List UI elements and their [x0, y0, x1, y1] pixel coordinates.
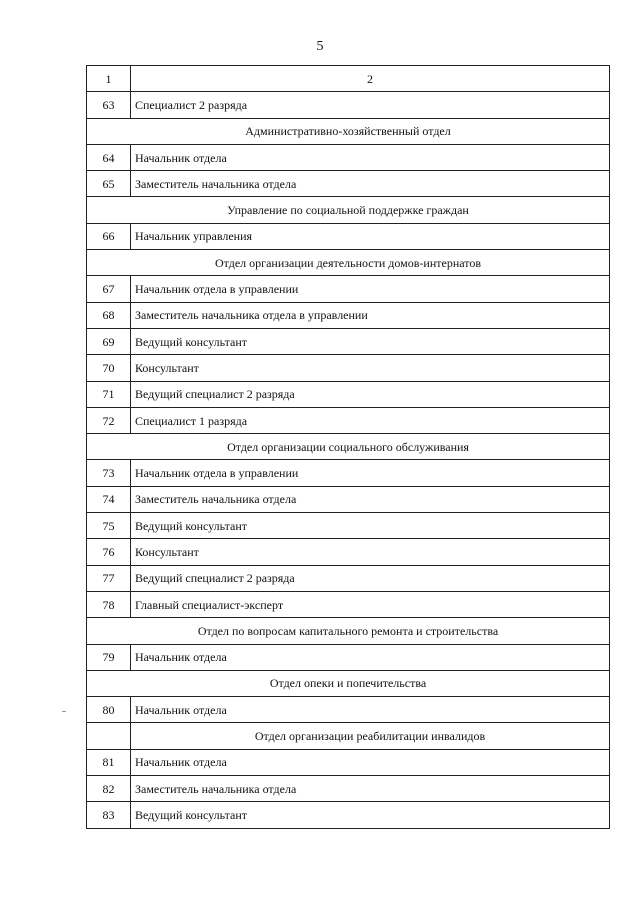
position-title: Ведущий специалист 2 разряда	[131, 565, 610, 591]
section-title: Отдел опеки и попечительства	[87, 670, 610, 696]
position-number: 80	[87, 697, 131, 723]
table-row	[87, 328, 610, 354]
position-number: 72	[87, 407, 131, 433]
table-row	[87, 776, 610, 802]
position-number: 82	[87, 776, 131, 802]
table-row	[87, 565, 610, 591]
section-row	[87, 723, 610, 749]
table-row	[87, 460, 610, 486]
position-title: Ведущий консультант	[131, 802, 610, 828]
position-title: Главный специалист-эксперт	[131, 591, 610, 617]
table-row	[87, 644, 610, 670]
table-row	[87, 749, 610, 775]
table-row	[87, 171, 610, 197]
position-number: 68	[87, 302, 131, 328]
position-title: Начальник отдела	[131, 144, 610, 170]
table-row	[87, 539, 610, 565]
position-title: Ведущий консультант	[131, 513, 610, 539]
position-title: Консультант	[131, 539, 610, 565]
section-title: Отдел организации деятельности домов-интернатов	[87, 250, 610, 276]
table-row	[87, 144, 610, 170]
section-title: Отдел организации реабилитации инвалидов	[131, 723, 610, 749]
position-title: Заместитель начальника отдела в управлении	[131, 302, 610, 328]
section-row	[87, 618, 610, 644]
table-row	[87, 591, 610, 617]
position-number: 63	[87, 92, 131, 118]
table-row	[87, 92, 610, 118]
position-title: Консультант	[131, 355, 610, 381]
table-row	[87, 513, 610, 539]
position-number: 64	[87, 144, 131, 170]
table-header-row	[87, 66, 610, 92]
position-number: 77	[87, 565, 131, 591]
section-title: Отдел организации социального обслуживания	[87, 434, 610, 460]
section-title: Управление по социальной поддержке граждан	[87, 197, 610, 223]
section-row	[87, 197, 610, 223]
position-number: 67	[87, 276, 131, 302]
position-title: Начальник управления	[131, 223, 610, 249]
position-title: Ведущий специалист 2 разряда	[131, 381, 610, 407]
section-row	[87, 250, 610, 276]
position-number: 83	[87, 802, 131, 828]
section-row	[87, 434, 610, 460]
table-body	[87, 66, 610, 829]
position-title: Специалист 2 разряда	[131, 92, 610, 118]
position-title: Начальник отдела	[131, 644, 610, 670]
position-number: 73	[87, 460, 131, 486]
table-row	[87, 276, 610, 302]
table-row	[87, 802, 610, 828]
position-title: Заместитель начальника отдела	[131, 171, 610, 197]
position-title: Заместитель начальника отдела	[131, 776, 610, 802]
table-row	[87, 486, 610, 512]
position-title: Специалист 1 разряда	[131, 407, 610, 433]
position-number: 79	[87, 644, 131, 670]
table-row	[87, 223, 610, 249]
position-number: 70	[87, 355, 131, 381]
page-number: 5	[316, 39, 324, 54]
section-row	[87, 670, 610, 696]
position-number: 81	[87, 749, 131, 775]
empty-cell	[87, 723, 131, 749]
table-row	[87, 697, 610, 723]
position-number: 69	[87, 328, 131, 354]
table-row	[87, 407, 610, 433]
column-header-num: 1	[87, 66, 131, 92]
position-title: Заместитель начальника отдела	[131, 486, 610, 512]
position-number: 74	[87, 486, 131, 512]
table-row	[87, 302, 610, 328]
staff-positions-table	[86, 65, 610, 829]
section-row	[87, 118, 610, 144]
position-number: 78	[87, 591, 131, 617]
position-title: Начальник отдела	[131, 697, 610, 723]
table-row	[87, 381, 610, 407]
position-number: 71	[87, 381, 131, 407]
table-row	[87, 355, 610, 381]
position-title: Ведущий консультант	[131, 328, 610, 354]
position-number: 75	[87, 513, 131, 539]
section-title: Административно-хозяйственный отдел	[87, 118, 610, 144]
position-title: Начальник отдела в управлении	[131, 460, 610, 486]
position-number: 66	[87, 223, 131, 249]
position-title: Начальник отдела в управлении	[131, 276, 610, 302]
position-title: Начальник отдела	[131, 749, 610, 775]
section-title: Отдел по вопросам капитального ремонта и строительства	[87, 618, 610, 644]
position-number: 65	[87, 171, 131, 197]
scan-mark	[62, 711, 66, 712]
column-header-name: 2	[131, 66, 610, 92]
position-number: 76	[87, 539, 131, 565]
